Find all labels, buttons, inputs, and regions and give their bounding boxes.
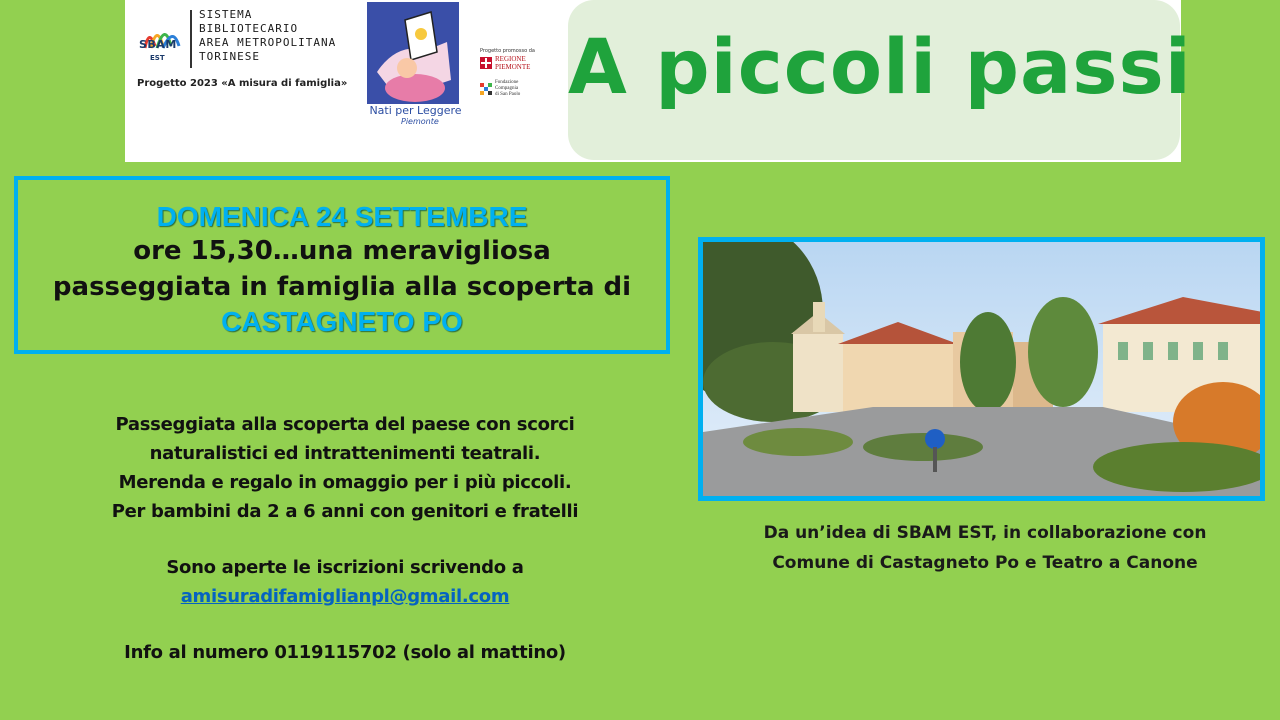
regione-piemonte-logo [480, 55, 550, 71]
header-banner [125, 0, 1192, 162]
event-time-line: ore 15,30…una meravigliosa [133, 236, 551, 266]
detail-line: Merenda e regalo in omaggio per i più piccoli. [118, 472, 572, 493]
regione-line: PIEMONTE [495, 63, 531, 71]
credit-line: Da un’idea di SBAM EST, in collaborazione con [763, 523, 1207, 543]
sbam-est: EST [150, 54, 165, 62]
event-place: CASTAGNETO PO [221, 306, 463, 337]
sbam-divider [190, 10, 192, 68]
nati-per-leggere-logo [367, 2, 459, 104]
regione-crest-icon [480, 57, 492, 69]
fondazione-line: di San Paolo [495, 92, 521, 97]
event-date-box [14, 176, 670, 354]
sbam-name-line: SISTEMA [199, 8, 253, 21]
reading-child-icon [367, 2, 459, 104]
town-photo [698, 237, 1265, 501]
town-square-image [703, 242, 1260, 496]
sbam-name-line: TORINESE [199, 50, 260, 63]
spacer [0, 611, 690, 638]
credit-line: Comune di Castagneto Po e Teatro a Canone [772, 553, 1198, 573]
email-link[interactable]: amisuradifamiglianpl@gmail.com [180, 586, 510, 607]
detail-line: Passeggiata alla scoperta del paese con scorci [115, 414, 575, 435]
promoters-label: Progetto promosso da [480, 48, 535, 54]
spacer [0, 526, 690, 553]
signup-text: Sono aperte le iscrizioni scrivendo a [166, 557, 524, 578]
event-description-line: passeggiata in famiglia alla scoperta di [52, 272, 632, 302]
npl-caption: Nati per Leggere [369, 104, 462, 117]
sbam-full-name [199, 8, 379, 64]
info-phone: Info al numero 0119115702 (solo al mattino) [124, 642, 566, 663]
sbam-name-line: BIBLIOTECARIO [199, 22, 299, 35]
fondazione-mark-icon [480, 83, 492, 95]
regione-line: REGIONE [495, 55, 526, 63]
sbam-name-line: AREA METROPOLITANA [199, 36, 337, 49]
npl-subcaption: Piemonte [401, 117, 439, 126]
event-date: DOMENICA 24 SETTEMBRE [156, 201, 528, 232]
fondazione-line: Compagnia [495, 86, 519, 91]
title-panel [568, 0, 1192, 160]
project-label: Progetto 2023 «A misura di famiglia» [137, 78, 348, 89]
fondazione-line: Fondazione [495, 80, 519, 85]
fondazione-logo [480, 80, 550, 98]
sbam-abbr: SBAM [139, 38, 177, 51]
event-details [0, 410, 690, 667]
detail-line: Per bambini da 2 a 6 anni con genitori e fratelli [111, 501, 579, 522]
page-title: A piccoli passi [568, 22, 1192, 111]
detail-line: naturalistici ed intrattenimenti teatrali. [149, 443, 541, 464]
credit-text [712, 518, 1258, 578]
